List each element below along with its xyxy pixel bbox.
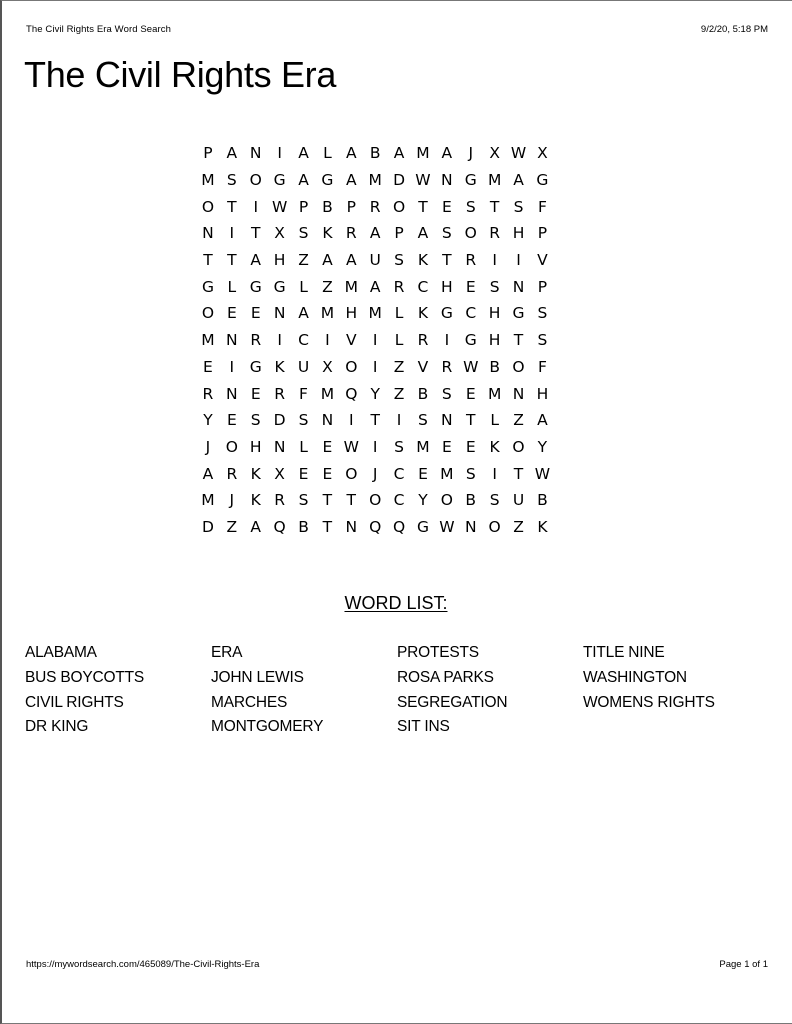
grid-letter: L xyxy=(299,437,308,456)
grid-letter: E xyxy=(250,304,261,323)
grid-letter: J xyxy=(468,144,474,163)
grid-letter: O xyxy=(392,197,406,216)
grid-letter: O xyxy=(512,437,525,456)
grid-letter: K xyxy=(417,304,429,323)
grid-letter: G xyxy=(249,277,262,296)
grid-letter: I xyxy=(444,331,450,350)
grid-letter: I xyxy=(492,251,497,270)
grid-letter: K xyxy=(489,437,500,456)
grid-letter: O xyxy=(488,517,501,536)
grid-row xyxy=(196,193,602,220)
grid-row xyxy=(196,140,602,167)
grid-letter: S xyxy=(465,197,476,216)
grid-letter: R xyxy=(441,357,453,376)
grid-letter: G xyxy=(440,304,453,323)
grid-letter: M xyxy=(416,437,430,456)
grid-letter: M xyxy=(368,171,382,190)
word-list-item: SEGREGATION xyxy=(397,693,508,711)
grid-letter: S xyxy=(298,224,309,243)
grid-letter: R xyxy=(345,224,357,243)
grid-letter: K xyxy=(250,491,261,510)
grid-letter: I xyxy=(229,357,235,376)
grid-letter: H xyxy=(512,224,525,243)
grid-letter: O xyxy=(345,464,358,483)
grid-letter: E xyxy=(226,304,237,323)
grid-letter: S xyxy=(418,411,428,430)
grid-letter: N xyxy=(512,277,525,296)
grid-letter: L xyxy=(299,277,308,296)
grid-letter: G xyxy=(273,171,286,190)
grid-letter: A xyxy=(322,251,333,270)
grid-letter: K xyxy=(537,517,548,536)
grid-letter: G xyxy=(201,277,214,296)
grid-letter: M xyxy=(368,304,382,323)
grid-letter: T xyxy=(466,411,476,430)
grid-letter: V xyxy=(417,357,429,376)
word-search-grid xyxy=(196,140,602,540)
grid-letter: T xyxy=(322,517,333,536)
grid-letter: Y xyxy=(370,384,380,403)
grid-letter: E xyxy=(465,384,476,403)
grid-letter: S xyxy=(394,251,404,270)
grid-letter: A xyxy=(417,224,429,243)
grid-letter: O xyxy=(369,491,382,510)
grid-letter: N xyxy=(226,384,238,403)
grid-letter: T xyxy=(370,411,380,430)
grid-letter: O xyxy=(201,304,215,323)
grid-letter: W xyxy=(439,517,455,536)
grid-letter: Y xyxy=(418,491,428,510)
grid-letter: E xyxy=(250,384,261,403)
grid-letter: F xyxy=(537,197,547,216)
grid-letter: Y xyxy=(203,411,213,430)
grid-letter: G xyxy=(273,277,286,296)
grid-letter: O xyxy=(345,357,358,376)
grid-letter: T xyxy=(322,491,333,510)
grid-letter: T xyxy=(418,197,428,216)
print-footer-url[interactable]: https://mywordsearch.com/465089/The-Civil-Rights-Era xyxy=(26,959,260,970)
grid-letter: P xyxy=(346,197,356,216)
grid-letter: E xyxy=(298,464,309,483)
grid-letter: C xyxy=(393,491,405,510)
grid-letter: A xyxy=(298,304,309,323)
word-list-item: BUS BOYCOTTS xyxy=(25,668,145,686)
grid-letter: P xyxy=(298,197,309,216)
grid-letter: S xyxy=(298,491,309,510)
grid-letter: V xyxy=(345,331,357,350)
grid-letter: N xyxy=(249,144,262,163)
grid-row xyxy=(196,380,602,407)
grid-letter: K xyxy=(322,224,333,243)
grid-letter: R xyxy=(226,464,238,483)
grid-letter: R xyxy=(274,384,285,403)
grid-letter: T xyxy=(513,331,524,350)
grid-letter: J xyxy=(229,491,235,510)
grid-letter: S xyxy=(513,197,524,216)
grid-letter: W xyxy=(271,197,288,216)
grid-letter: N xyxy=(441,411,453,430)
grid-letter: H xyxy=(488,331,501,350)
grid-row xyxy=(196,273,602,300)
grid-letter: C xyxy=(298,331,309,350)
grid-letter: R xyxy=(489,224,501,243)
grid-letter: B xyxy=(369,144,381,163)
grid-letter: Z xyxy=(226,517,238,536)
grid-letter: A xyxy=(369,277,381,296)
grid-letter: O xyxy=(249,171,262,190)
grid-letter: Z xyxy=(393,357,405,376)
grid-letter: R xyxy=(417,331,429,350)
grid-letter: G xyxy=(464,171,477,190)
grid-letter: A xyxy=(298,144,309,163)
grid-letter: M xyxy=(344,277,358,296)
grid-letter: C xyxy=(465,304,477,323)
grid-letter: S xyxy=(465,464,476,483)
grid-letter: N xyxy=(464,517,477,536)
grid-letter: S xyxy=(441,384,452,403)
grid-letter: G xyxy=(321,171,334,190)
grid-letter: I xyxy=(372,331,378,350)
grid-letter: X xyxy=(489,144,500,163)
grid-letter: E xyxy=(203,357,213,376)
grid-row xyxy=(196,514,602,541)
grid-letter: S xyxy=(298,411,309,430)
grid-letter: P xyxy=(203,144,213,163)
grid-letter: E xyxy=(322,437,333,456)
grid-letter: W xyxy=(510,144,527,163)
grid-letter: X xyxy=(274,224,285,243)
grid-letter: S xyxy=(394,437,404,456)
grid-letter: N xyxy=(512,384,525,403)
word-list-heading: WORD LIST: xyxy=(344,593,448,613)
grid-letter: N xyxy=(321,411,334,430)
grid-letter: M xyxy=(416,144,430,163)
grid-letter: A xyxy=(441,144,453,163)
grid-letter: P xyxy=(537,224,548,243)
grid-letter: E xyxy=(441,437,452,456)
word-list-item: MARCHES xyxy=(211,693,288,711)
word-list-column xyxy=(211,641,323,740)
grid-letter: W xyxy=(343,437,359,456)
grid-letter: S xyxy=(537,331,548,350)
grid-letter: E xyxy=(418,464,428,483)
grid-letter: A xyxy=(537,411,548,430)
grid-letter: M xyxy=(320,304,335,323)
grid-letter: G xyxy=(249,357,262,376)
grid-row xyxy=(196,247,602,274)
grid-letter: R xyxy=(202,384,214,403)
word-list-column xyxy=(397,641,507,740)
grid-letter: R xyxy=(369,197,381,216)
grid-letter: A xyxy=(345,251,357,270)
word-list-column xyxy=(583,641,715,715)
grid-letter: R xyxy=(250,331,262,350)
grid-letter: H xyxy=(488,304,501,323)
grid-letter: B xyxy=(489,357,500,376)
grid-letter: B xyxy=(322,197,333,216)
word-list-item: WOMENS RIGHTS xyxy=(583,693,715,711)
grid-letter: Z xyxy=(513,517,524,536)
grid-letter: T xyxy=(489,197,500,216)
word-list-item: ROSA PARKS xyxy=(397,668,494,686)
print-header-datetime: 9/2/20, 5:18 PM xyxy=(700,24,768,35)
grid-letter: T xyxy=(250,224,261,243)
grid-letter: N xyxy=(202,224,214,243)
grid-row xyxy=(196,327,602,354)
grid-letter: W xyxy=(534,464,551,483)
grid-letter: I xyxy=(229,224,235,243)
grid-letter: Q xyxy=(345,384,358,403)
grid-letter: O xyxy=(225,437,238,456)
grid-letter: O xyxy=(201,197,215,216)
grid-row xyxy=(196,407,602,434)
grid-letter: H xyxy=(345,304,358,323)
grid-letter: S xyxy=(489,491,500,510)
grid-letter: A xyxy=(393,144,405,163)
grid-letter: G xyxy=(536,171,549,190)
word-list-item: WASHINGTON xyxy=(583,668,687,686)
grid-letter: Z xyxy=(298,251,309,270)
word-list-item: ERA xyxy=(211,644,243,661)
grid-letter: T xyxy=(346,491,357,510)
grid-letter: A xyxy=(345,171,357,190)
grid-letter: D xyxy=(393,171,406,190)
word-list-item: CIVIL RIGHTS xyxy=(25,693,124,711)
grid-letter: K xyxy=(274,357,285,376)
grid-letter: T xyxy=(513,464,524,483)
grid-letter: R xyxy=(465,251,477,270)
word-list-item: PROTESTS xyxy=(397,644,479,661)
grid-letter: Z xyxy=(513,411,524,430)
grid-letter: G xyxy=(512,304,525,323)
grid-letter: A xyxy=(513,171,524,190)
grid-letter: M xyxy=(487,171,502,190)
grid-letter: B xyxy=(465,491,477,510)
grid-letter: I xyxy=(277,331,282,350)
grid-letter: A xyxy=(345,144,357,163)
grid-letter: U xyxy=(369,251,381,270)
grid-letter: U xyxy=(512,491,525,510)
grid-letter: L xyxy=(490,411,499,430)
print-footer-page-number: Page 1 of 1 xyxy=(719,959,768,970)
word-list-item: DR KING xyxy=(25,718,89,736)
grid-letter: I xyxy=(277,144,282,163)
grid-letter: W xyxy=(463,357,479,376)
grid-letter: M xyxy=(201,331,215,350)
grid-letter: Q xyxy=(273,517,286,536)
grid-letter: M xyxy=(201,491,215,510)
grid-letter: W xyxy=(415,171,431,190)
grid-letter: L xyxy=(227,277,237,296)
grid-letter: A xyxy=(250,251,262,270)
word-list-item: ALABAMA xyxy=(25,644,97,661)
grid-row xyxy=(196,354,602,381)
grid-letter: I xyxy=(516,251,521,270)
grid-letter: P xyxy=(394,224,404,243)
grid-letter: F xyxy=(299,384,308,403)
grid-letter: I xyxy=(372,357,378,376)
grid-letter: S xyxy=(250,411,261,430)
grid-letter: B xyxy=(417,384,429,403)
grid-row xyxy=(196,460,602,487)
grid-letter: N xyxy=(273,437,286,456)
grid-letter: S xyxy=(226,171,237,190)
grid-letter: T xyxy=(442,251,452,270)
grid-letter: I xyxy=(325,331,330,350)
grid-letter: N xyxy=(345,517,358,536)
grid-letter: K xyxy=(250,464,261,483)
grid-letter: L xyxy=(394,331,404,350)
grid-letter: S xyxy=(537,304,548,323)
grid-letter: M xyxy=(487,384,502,403)
grid-letter: S xyxy=(489,277,500,296)
grid-letter: H xyxy=(249,437,262,456)
grid-letter: D xyxy=(201,517,214,536)
word-list-item: TITLE NINE xyxy=(583,644,665,661)
grid-letter: E xyxy=(465,437,476,456)
grid-letter: M xyxy=(201,171,215,190)
grid-letter: H xyxy=(441,277,453,296)
grid-letter: A xyxy=(226,144,238,163)
word-list-item: SIT INS xyxy=(397,718,450,736)
grid-letter: N xyxy=(226,331,238,350)
grid-row xyxy=(196,167,602,194)
grid-letter: M xyxy=(320,384,335,403)
grid-letter: E xyxy=(465,277,476,296)
grid-row xyxy=(196,300,602,327)
grid-letter: H xyxy=(273,251,286,270)
grid-letter: O xyxy=(440,491,453,510)
grid-letter: L xyxy=(394,304,404,323)
grid-letter: I xyxy=(349,411,354,430)
grid-letter: B xyxy=(298,517,309,536)
grid-letter: X xyxy=(322,357,333,376)
word-list-item: MONTGOMERY xyxy=(211,718,324,736)
print-header-title: The Civil Rights Era Word Search xyxy=(26,24,172,35)
grid-letter: Z xyxy=(393,384,405,403)
grid-letter: C xyxy=(417,277,429,296)
grid-letter: O xyxy=(512,357,525,376)
grid-letter: H xyxy=(536,384,549,403)
grid-letter: S xyxy=(441,224,452,243)
grid-letter: T xyxy=(203,251,213,270)
grid-letter: U xyxy=(297,357,310,376)
grid-letter: R xyxy=(393,277,405,296)
grid-letter: Z xyxy=(322,277,333,296)
grid-letter: A xyxy=(250,517,262,536)
grid-letter: B xyxy=(537,491,548,510)
grid-letter: Q xyxy=(369,517,382,536)
page-title: The Civil Rights Era xyxy=(24,54,337,95)
grid-letter: I xyxy=(396,411,402,430)
grid-letter: V xyxy=(537,251,548,270)
grid-letter: E xyxy=(226,411,237,430)
grid-letter: T xyxy=(227,251,237,270)
grid-letter: G xyxy=(416,517,429,536)
grid-letter: E xyxy=(322,464,333,483)
grid-row xyxy=(196,220,602,247)
grid-letter: P xyxy=(537,277,548,296)
grid-letter: T xyxy=(227,197,237,216)
grid-letter: Y xyxy=(537,437,548,456)
word-list-item: JOHN LEWIS xyxy=(211,668,304,686)
grid-letter: C xyxy=(393,464,405,483)
grid-letter: I xyxy=(492,464,497,483)
grid-letter: K xyxy=(417,251,429,270)
grid-letter: A xyxy=(298,171,309,190)
grid-letter: N xyxy=(273,304,286,323)
grid-letter: F xyxy=(537,357,547,376)
grid-letter: N xyxy=(441,171,453,190)
grid-letter: A xyxy=(369,224,381,243)
grid-letter: X xyxy=(537,144,548,163)
grid-letter: R xyxy=(274,491,285,510)
grid-letter: O xyxy=(464,224,477,243)
grid-letter: D xyxy=(273,411,286,430)
grid-letter: M xyxy=(440,464,454,483)
grid-letter: X xyxy=(274,464,285,483)
word-list-column xyxy=(25,641,144,740)
grid-letter: Q xyxy=(392,517,406,536)
grid-letter: J xyxy=(372,464,378,483)
grid-letter: A xyxy=(202,464,214,483)
grid-letter: G xyxy=(464,331,477,350)
grid-letter: I xyxy=(372,437,378,456)
grid-letter: L xyxy=(323,144,332,163)
grid-row xyxy=(196,487,602,514)
grid-row xyxy=(196,434,602,461)
grid-letter: I xyxy=(253,197,259,216)
grid-letter: E xyxy=(441,197,452,216)
grid-letter: J xyxy=(205,437,211,456)
